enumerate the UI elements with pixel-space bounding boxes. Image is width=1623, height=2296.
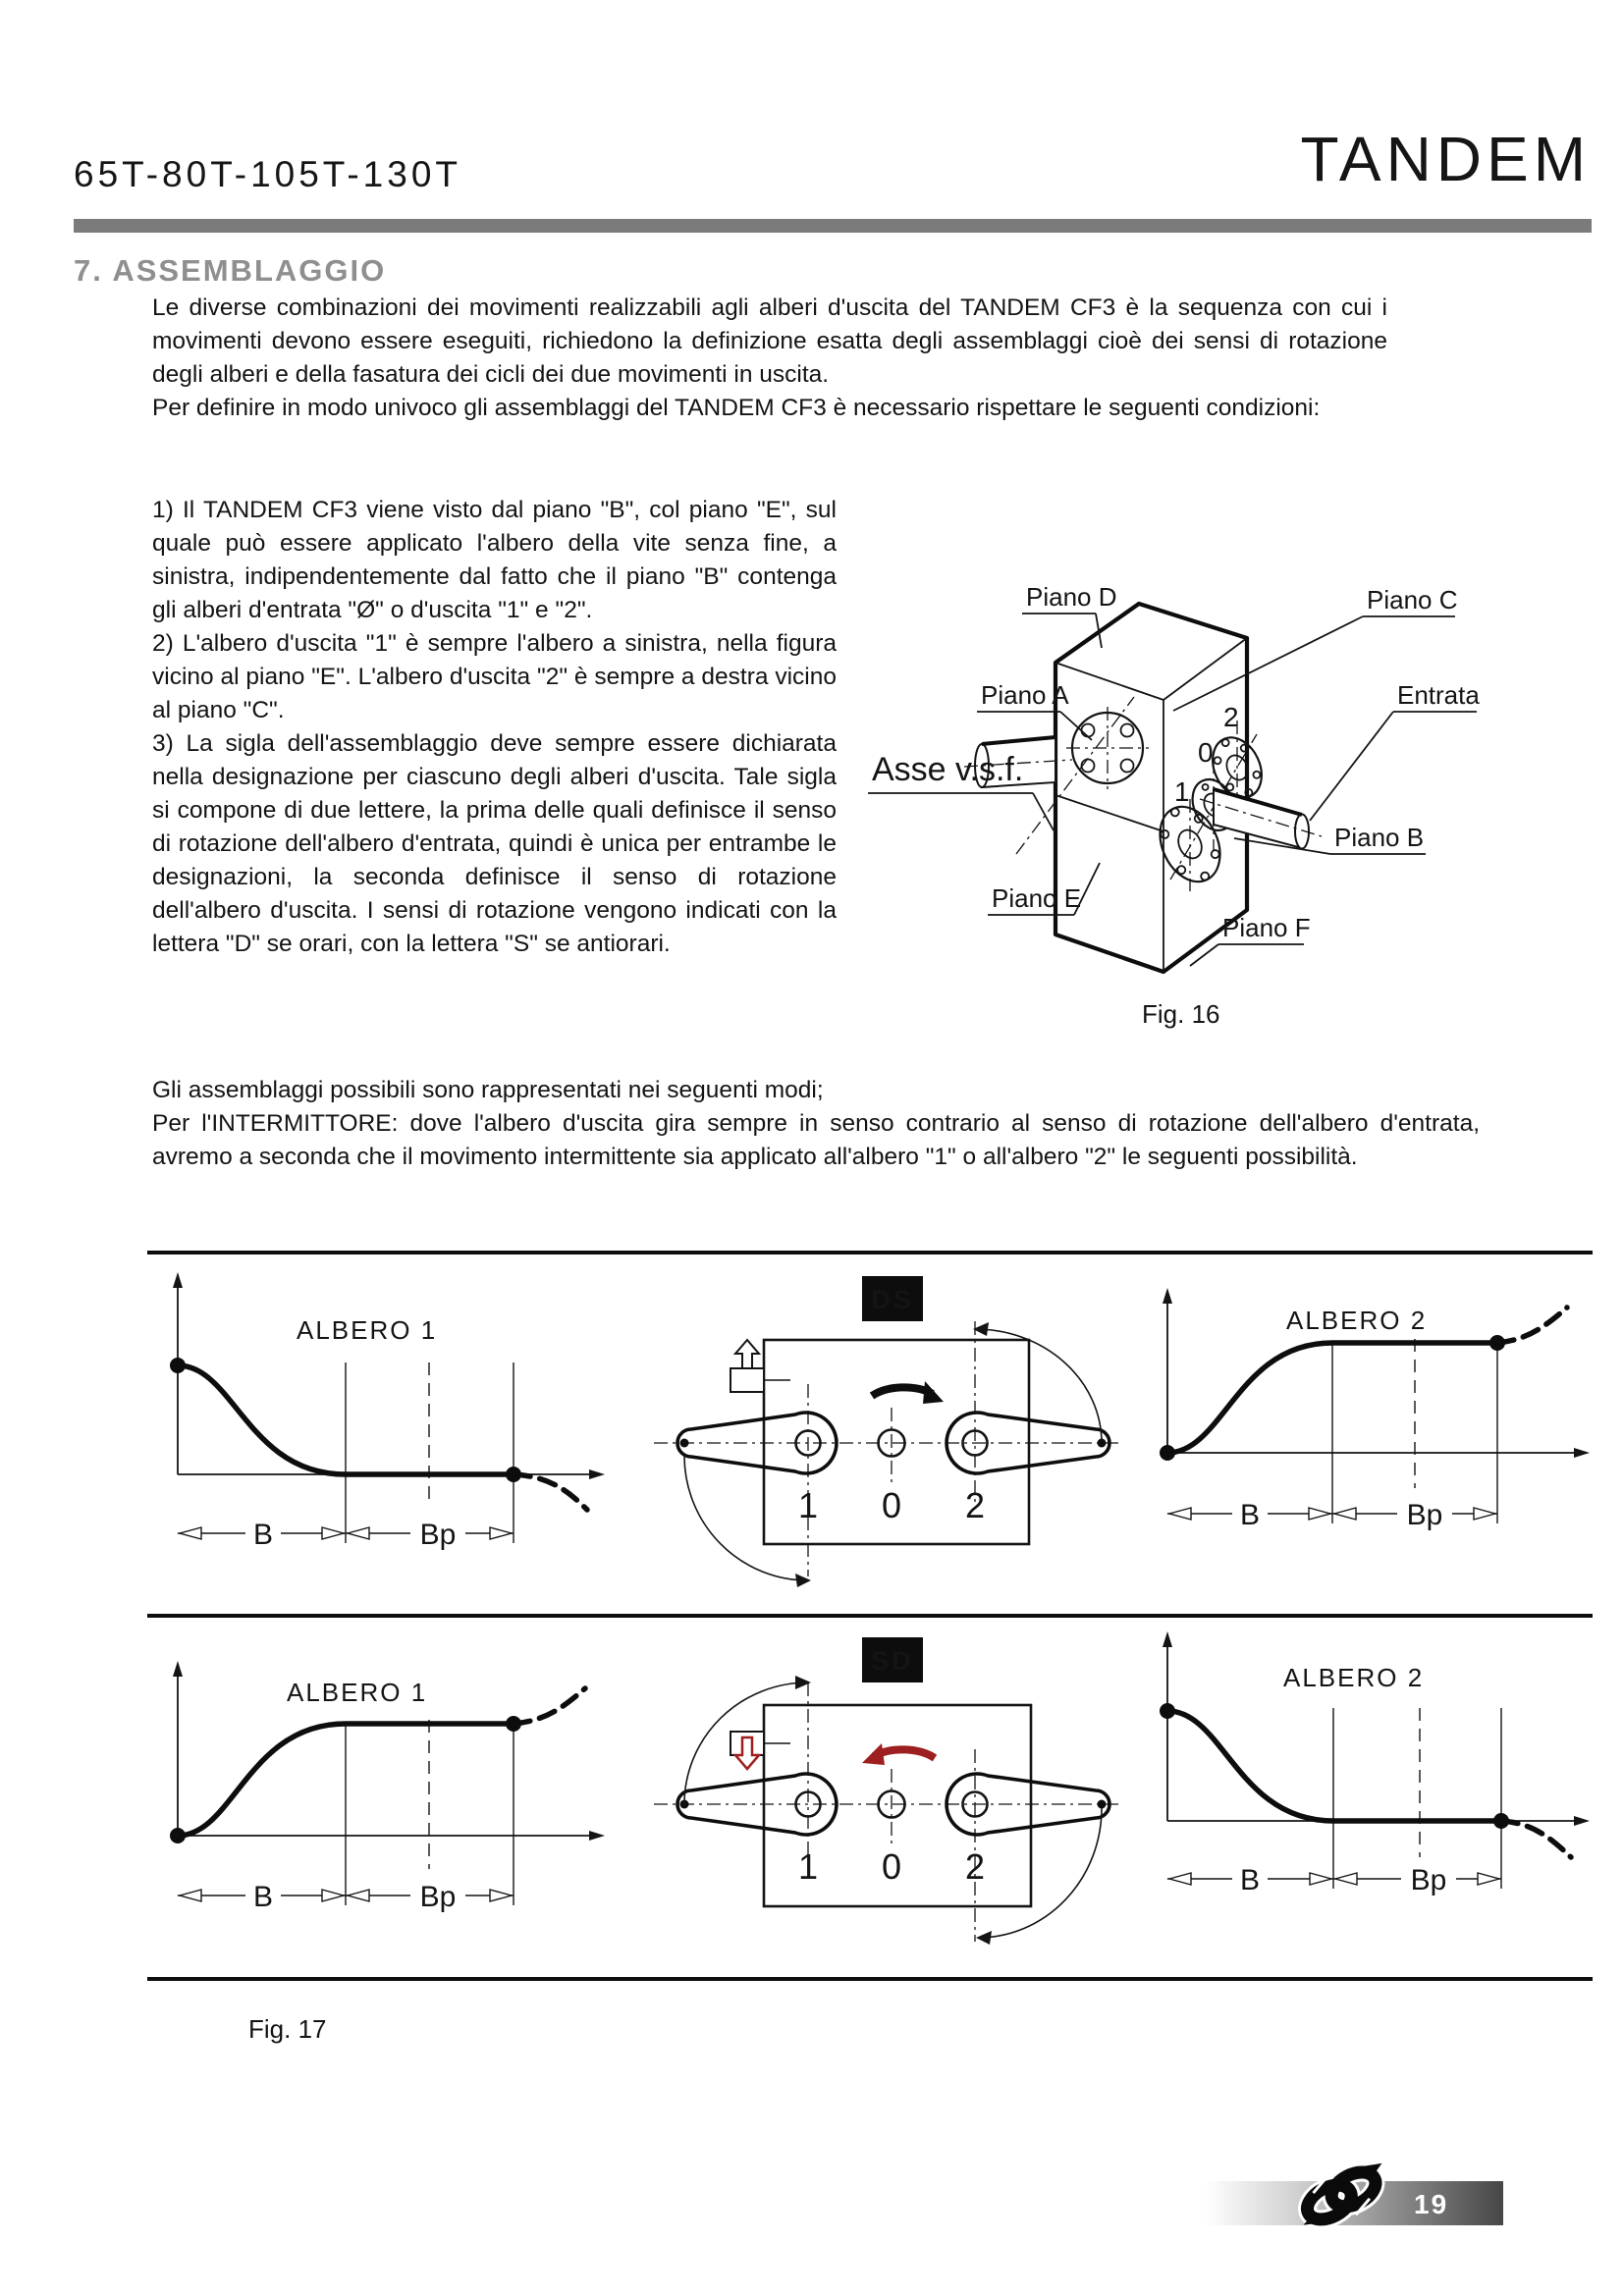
sd-albero1-motion-chart (147, 1622, 638, 1979)
label-piano-f: Piano F (1222, 913, 1311, 942)
label-piano-a: Piano A (981, 680, 1069, 710)
motion-curve (1167, 1711, 1501, 1821)
header-model-codes: 65T-80T-105T-130T (74, 154, 462, 194)
key-icon (730, 1732, 790, 1769)
sd-mechanism-diagram (648, 1622, 1129, 1985)
shaft-0-number: 0 (881, 1485, 902, 1525)
fig16-shaft-2-label: 2 (1223, 702, 1239, 732)
conditions-list (152, 494, 837, 961)
label-piano-e: Piano E (992, 883, 1082, 913)
dim-b-label: B (1239, 1864, 1261, 1896)
rotation-arc-shaft-2 (978, 1808, 1102, 1938)
middle-p1: Gli assemblaggi possibili sono rappresentati nei seguenti modi; (152, 1077, 824, 1103)
header-brand-logo: TANDEM (1300, 124, 1591, 194)
intro-p1: Le diverse combinazioni dei movimenti realizzabili agli alberi d'uscita del TANDEM CF3 è la sequenza con cui i movimenti devono essere eseguiti, richiedono la definizione esatta degli assemblaggi cioè dei sensi di rotazione degli alberi e della fasatura dei cicli dei due movimenti in uscita. (152, 294, 1387, 388)
up-arrow-icon (735, 1340, 759, 1368)
middle-p2: Per l'INTERMITTORE: dove l'albero d'uscita gira sempre in senso contrario al senso di rotazione dell'albero d'entrata, avremo a seconda che il movimento intermittente sia applicato all'albero "1" o all'albero "2" le seguenti possibilità. (152, 1110, 1480, 1170)
fig16-shaft-1-label: 1 (1174, 776, 1190, 807)
label-piano-b: Piano B (1334, 823, 1425, 852)
header-rule (74, 219, 1592, 233)
section-title: 7. ASSEMBLAGGIO (74, 253, 387, 288)
company-logo (1288, 2156, 1398, 2234)
intro-p2: Per definire in modo univoco gli assemblaggi del TANDEM CF3 è necessario rispettare le seguenti condizioni: (152, 395, 1321, 421)
dim-b-label: B (252, 1881, 274, 1913)
ds-albero2-motion-chart (1129, 1264, 1623, 1616)
dim-bp-label: Bp (1406, 1499, 1443, 1531)
label-piano-c: Piano C (1367, 585, 1458, 614)
middle-paragraphs (152, 1074, 1480, 1174)
chart-title: ALBERO 1 (297, 1315, 438, 1345)
chart-title: ALBERO 2 (1286, 1306, 1428, 1335)
shaft-2-number: 2 (964, 1485, 986, 1525)
chart-title: ALBERO 1 (287, 1678, 428, 1707)
rotation-arc-shaft-1 (684, 1456, 808, 1580)
worm-flange (1066, 707, 1149, 789)
intro-paragraphs (152, 292, 1387, 425)
fig16-shaft-0-label: 0 (1198, 737, 1214, 768)
ds-albero1-motion-chart (147, 1264, 638, 1616)
shaft-2-number: 2 (964, 1846, 986, 1887)
condition-item-2: 2) L'albero d'uscita "1" è sempre l'albero a sinistra, nella figura vicino al piano "E". L'albero d'uscita "2" è sempre a destra vicino al piano "C". (152, 630, 837, 723)
label-entrata: Entrata (1397, 680, 1480, 710)
input-rotation-arrow-cw (872, 1387, 933, 1396)
shaft-0-number: 0 (881, 1846, 902, 1887)
fig17-top-rule (147, 1251, 1593, 1255)
fig16-caption: Fig. 16 (1142, 999, 1220, 1029)
shaft-1-number: 1 (797, 1485, 819, 1525)
ds-mechanism-diagram (648, 1264, 1129, 1616)
fig17-caption: Fig. 17 (248, 2014, 327, 2044)
dim-b-label: B (1239, 1499, 1261, 1531)
fig16-isometric-diagram (844, 542, 1522, 1042)
dim-b-label: B (252, 1519, 274, 1551)
sd-badge-label: SD (871, 1646, 914, 1676)
label-piano-d: Piano D (1026, 582, 1117, 612)
sd-albero2-motion-chart (1129, 1622, 1623, 1979)
shaft-1-number: 1 (797, 1846, 819, 1887)
chart-title: ALBERO 2 (1283, 1663, 1425, 1692)
dim-bp-label: Bp (419, 1519, 457, 1551)
dim-bp-label: Bp (419, 1881, 457, 1913)
ds-badge-label: DS (871, 1285, 914, 1314)
condition-item-3: 3) La sigla dell'assemblaggio deve sempre essere dichiarata nella designazione per ciascuno degli alberi d'uscita. Tale sigla si compone di due lettere, la prima delle quali definisce il senso di rotazione dell'albero d'entrata, quindi è unica per entrambe le designazioni, la seconda definisce il senso di rotazione dell'albero d'uscita. I sensi di rotazione vengono indicati con la lettera "D" se orari, con la lettera "S" se antiorari. (152, 730, 837, 957)
label-asse-vsf: Asse v.s.f. (872, 751, 1024, 788)
key-icon (730, 1340, 790, 1392)
condition-item-1: 1) Il TANDEM CF3 viene visto dal piano "B", col piano "E", sul quale può essere applicato l'albero della vite senza fine, a sinistra, indipendentemente dal fatto che il piano "B" contenga gli alberi d'entrata "Ø" o d'uscita "1" e "2". (152, 497, 837, 623)
page-number: 19 (1414, 2189, 1449, 2219)
dim-bp-label: Bp (1410, 1864, 1447, 1896)
fig16-callouts (868, 582, 1480, 966)
